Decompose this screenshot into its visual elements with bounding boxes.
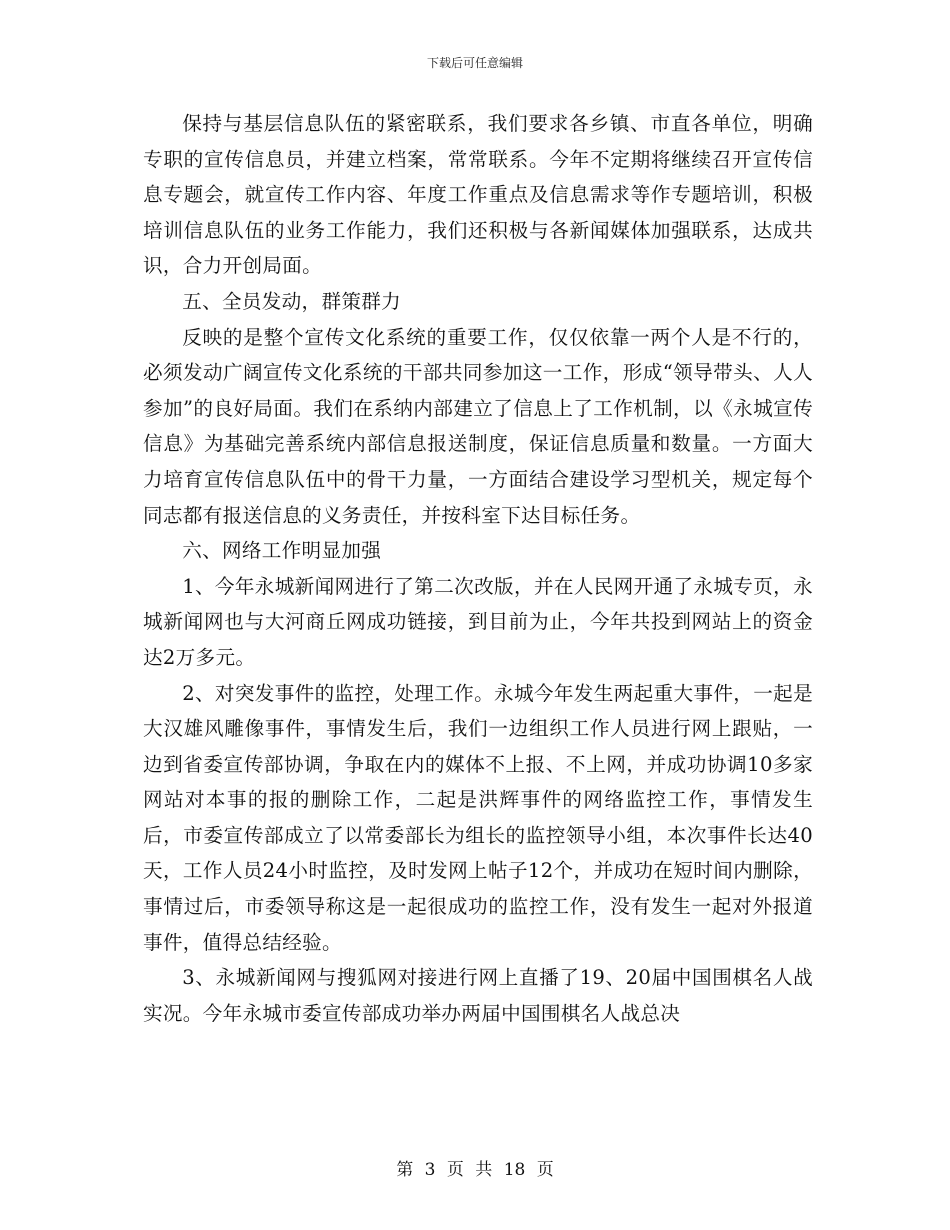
paragraph-item-1: 1、今年永城新闻网进行了第二次改版，并在人民网开通了永城专页，永城新闻网也与大河商丘网成功链接，到目前为止，今年共投到网站上的资金达2万多元。 [143, 574, 813, 669]
page-footer: 第 3 页 共 18 页 [396, 1160, 554, 1180]
section-heading-six: 六、网络工作明显加强 [182, 539, 382, 563]
document-body [143, 106, 813, 1031]
paragraph-item-2: 2、对突发事件的监控，处理工作。永城今年发生两起重大事件，一起是大汉雄风雕像事件，事情发生后，我们一边组织工作人员进行网上跟贴，一边到省委宣传部协调，争取在内的媒体不上报、不上网，并成功协调10多家网站对本事的报的删除工作，二起是洪辉事件的网络监控工作，事情发生后，市委宣传部成立了以常委部长为组长的监控领导小组，本次事件长达40天，工作人员24小时监控，及时发网上帖子12个，并成功在短时间内删除，事情过后，市委领导称这是一起很成功的监控工作，没有发生一起对外报道事件，值得总结经验。 [143, 681, 813, 954]
paragraph-info-team: 保持与基层信息队伍的紧密联系，我们要求各乡镇、市直各单位，明确专职的宣传信息员，并建立档案，常常联系。今年不定期将继续召开宣传信息专题会，就宣传工作内容、年度工作重点及信息需求等作专题培训，积极培训信息队伍的业务工作能力，我们还积极与各新闻媒体加强联系，达成共识，合力开创局面。 [143, 112, 813, 278]
paragraph-all-staff: 反映的是整个宣传文化系统的重要工作，仅仅依靠一两个人是不行的，必须发动广阔宣传文化系统的干部共同参加这一工作，形成“领导带头、人人参加”的良好局面。我们在系纳内部建立了信息上了工作机制，以《永城宣传信息》为基础完善系统内部信息报送制度，保证信息质量和数量。一方面大力培育宣传信息队伍中的骨干力量，一方面结合建设学习型机关，规定每个同志都有报送信息的义务责任，并按科室下达目标任务。 [143, 325, 813, 527]
page-header: 下载后可任意编辑 [426, 56, 523, 70]
paragraph-item-3: 3、永城新闻网与搜狐网对接进行网上直播了19、20届中国围棋名人战实况。今年永城市委宣传部成功举办两届中国围棋名人战总决 [143, 966, 813, 1025]
section-heading-five: 五、全员发动，群策群力 [182, 289, 402, 313]
